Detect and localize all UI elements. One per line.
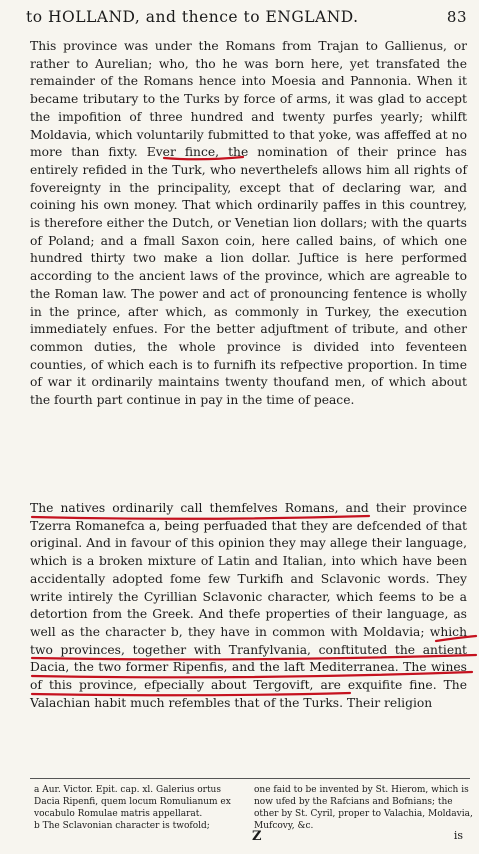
footnotes-left-column — [34, 784, 246, 832]
paragraph-2-text: The natives ordinarily call themfelves Romans, and their province Tzerra Romanefca a, being perfuaded that they are defcended of that original. And in favour of this opinion they may allege their language, which is a broken mixture of Latin and Italian, into which have been accidentally adopted fome few Turkifh and Sclavonic words. They write intirely the Cyrillian Sclavonic character, which feems to be a detortion from the Greek. And thefe properties of their language, as well as the character b, they have in common with Moldavia; which two provinces, together with Tranfylvania, conftituted the antient Dacia, the two former Ripenfis, and the laft Mediterranea. The wines of this province, efpecially about Tergovift, are exquifite fine. The Valachian habit much refembles that of the Turks. Their religion — [30, 501, 467, 710]
paragraph-roman-province — [30, 38, 467, 410]
footnote-b: b The Sclavonian character is twofold; — [34, 821, 210, 831]
signature-mark: Z — [252, 829, 264, 844]
page-header — [14, 4, 467, 30]
footnote-b-continued: one faid to be invented by St. Hierom, which is now ufed by the Rafcians and Bofnians; the other by St. Cyril, proper to Valachia, Moldavia, Mufcovy, &c. — [254, 785, 473, 831]
paragraph-natives — [30, 500, 467, 712]
footnotes-right-column — [254, 784, 474, 832]
paragraph-1-text: This province was under the Romans from Trajan to Gallienus, or rather to Aurelian; who, tho he was born here, yet transfated the remainder of the Romans hence into Moesia and Pannonia. When it became tributary to the Turks by force of arms, it was glad to accept the impofition of three hundred and twenty purfes yearly; whilft Moldavia, which voluntarily fubmitted to that yoke, was affeffed at no more than fixty. Ever fince, the nomination of their prince has entirely refided in the Turk, who neverthelefs allows him all rights of fovereignty in the principality, except that of declaring war, and coining his own money. That which ordinarily paffes in this countrey, is therefore either the Dutch, or Venetian lion dollars; with the quarts of Poland; and a fmall Saxon coin, here called bains, of which one hundred thirty two make a lion dollar. Juftice is here performed according to the ancient laws of the province, which are agreable to the Roman law. The power and act of pronouncing fentence is wholly in the prince, after which, as commonly in Turkey, the execution immediately enfues. For the better adjuftment of tribute, and other common duties, the whole province is divided into feventeen counties, of which each is to furnifh its refpective proportion. In time of war it ordinarily maintains twenty thoufand men, of which about the fourth part continue in pay in the time of peace. — [30, 39, 467, 408]
catchword: is — [453, 829, 463, 842]
footnote-rule — [30, 778, 470, 779]
running-title: to HOLLAND, and thence to ENGLAND. — [26, 8, 359, 26]
footnote-a: a Aur. Victor. Epit. cap. xl. Galerius ortus Dacia Ripenfi, quem locum Romulianum ex vocabulo Romulae matris appellarat. — [34, 785, 231, 819]
page-number: 83 — [446, 8, 467, 26]
